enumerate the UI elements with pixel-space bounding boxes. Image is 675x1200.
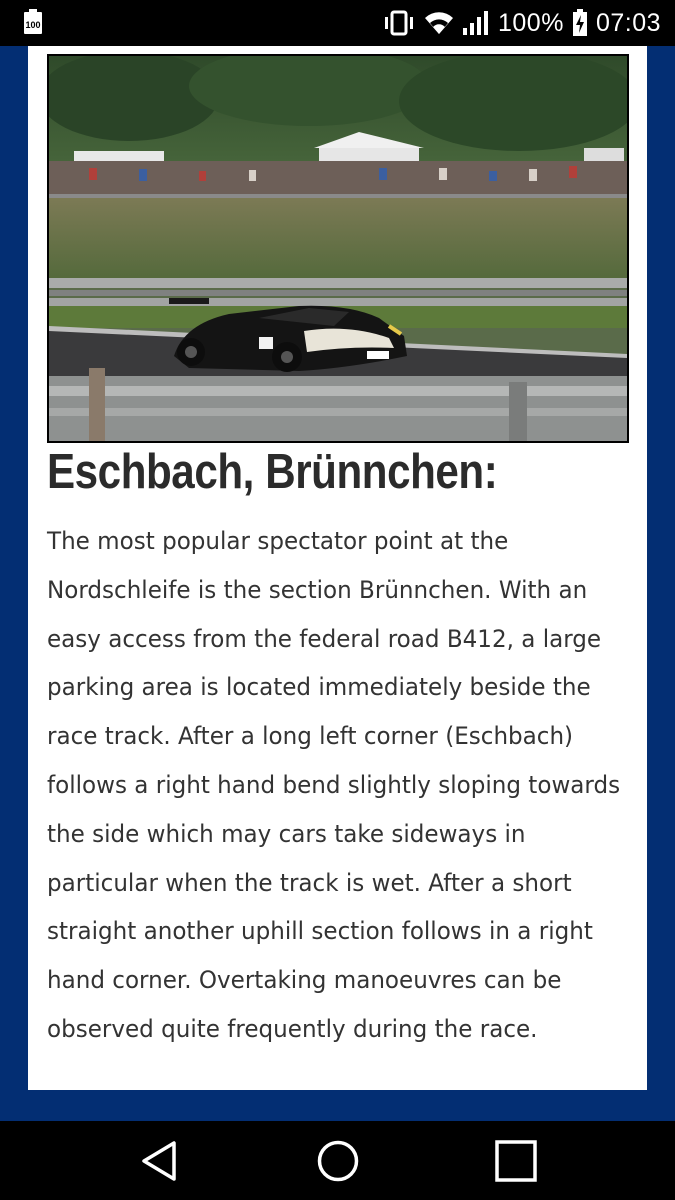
- status-bar: [0, 0, 675, 46]
- race-car-photo: [47, 54, 629, 443]
- recents-icon[interactable]: [494, 1139, 538, 1183]
- vibrate-icon: [382, 10, 416, 36]
- navigation-bar: [0, 1121, 675, 1200]
- back-icon[interactable]: [138, 1139, 182, 1183]
- battery-saver-label: 100: [25, 20, 41, 30]
- wifi-icon: [424, 10, 454, 36]
- article-body: The most popular spectator point at the Nordschleife is the section Brünnchen. With an easy access from the federal road B412, a large parking area is located immediately beside the race track. After a long left corner (Eschbach) follows a right hand bend slightly sloping towards the side which may cars take sideways in particular when the track is wet. After a short straight another uphill section follows in a right hand corner. Overtaking manoeuvres can be observed quite frequently during the race.: [47, 527, 621, 1043]
- signal-icon: [462, 10, 490, 36]
- battery-percent: 100%: [497, 8, 564, 37]
- battery-charging-icon: [572, 9, 588, 37]
- battery-saver-100-icon: [22, 9, 44, 35]
- home-icon[interactable]: [316, 1139, 360, 1183]
- clock: 07:03: [595, 8, 661, 37]
- article-card: [28, 46, 647, 1090]
- status-icons: [382, 0, 661, 46]
- article-title: Eschbach, Brünnchen:: [47, 445, 498, 499]
